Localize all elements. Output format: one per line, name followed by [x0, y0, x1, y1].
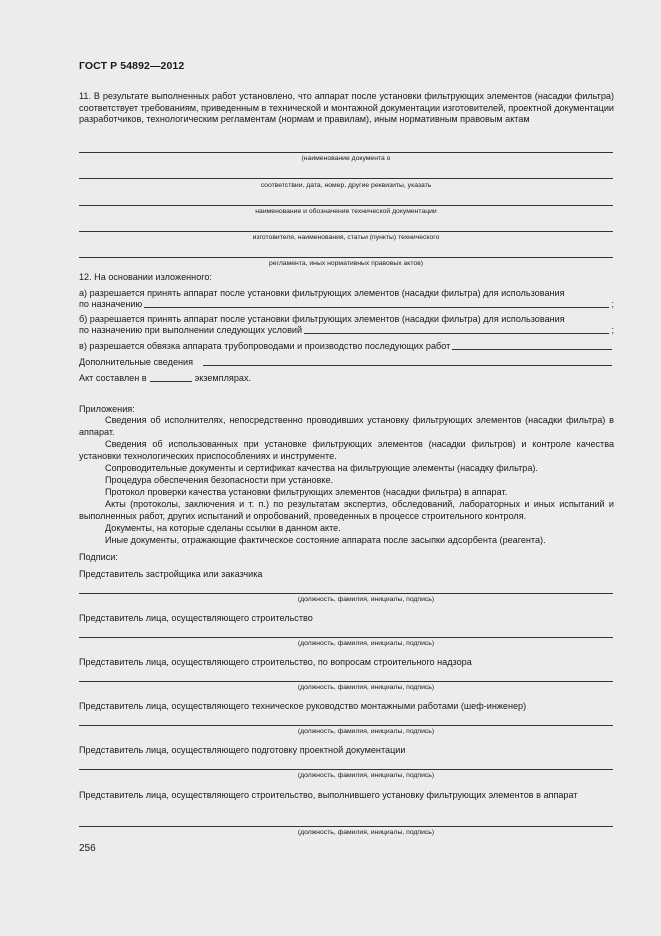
fill-line: [144, 307, 609, 308]
standard-header: ГОСТ Р 54892—2012: [79, 60, 185, 72]
item12-a-line2: по назначению: [79, 299, 143, 309]
appendix-item: Сведения об исполнителях, непосредственно проводивших установку фильтрующих элементов (насадки фильтра) в аппарат.: [79, 415, 614, 437]
signature-line: [79, 725, 613, 726]
item12-v-row: [79, 341, 614, 352]
item12-b-line1: б) разрешается принять аппарат после установки фильтрующих элементов (насадки фильтра) для использования: [79, 314, 565, 324]
appendix-item: Сведения об использованных при установке фильтрующих элементов (насадки фильтров) и контроле качества установки технологических приспособлениях и инструменте.: [79, 439, 614, 461]
signature-caption: (должность, фамилия, инициалы, подпись): [297, 684, 435, 691]
signature-caption: (должность, фамилия, инициалы, подпись): [297, 596, 435, 603]
signature-role: Представитель лица, осуществляющего строительство, выполнившего установку фильтрующих элементов в аппарат: [79, 790, 578, 800]
fill-line: [150, 381, 192, 382]
fill-line: [79, 257, 613, 258]
appendix-item: Сопроводительные документы и сертификат качества на фильтрующие элементы (насадку фильтра).: [105, 463, 538, 473]
appendix-item: Иные документы, отражающие фактическое состояние аппарата после засыпки адсорбента (реагента).: [105, 535, 546, 545]
item12-a-row: [79, 299, 614, 310]
appendix-item: Документы, на которые сделаны ссылки в данном акте.: [105, 523, 341, 533]
fill-line: [304, 333, 609, 334]
fill-line: [203, 365, 612, 366]
appendix-title: Приложения:: [79, 404, 135, 414]
appendix-item: Процедура обеспечения безопасности при установке.: [105, 475, 334, 485]
item12-b-line2: по назначению при выполнении следующих условий: [79, 325, 303, 335]
copies-prefix: Акт составлен в: [79, 373, 147, 383]
signature-line: [79, 593, 613, 594]
signature-line: [79, 826, 613, 827]
fill-line: [79, 178, 613, 179]
signature-role: Представитель лица, осуществляющего техническое руководство монтажными работами (шеф-инженер): [79, 701, 527, 711]
appendix-item: Акты (протоколы, заключения и т. п.) по результатам экспертиз, обследований, лабораторных и иных испытаний и выполненных работ, других испытаний и опробований, проведенных в процессе строительного контроля.: [79, 499, 614, 521]
signature-caption: (должность, фамилия, инициалы, подпись): [297, 640, 435, 647]
appendix-item: Протокол проверки качества установки фильтрующих элементов (насадки фильтра) в аппарат.: [105, 487, 508, 497]
signature-line: [79, 769, 613, 770]
signature-role: Представитель лица, осуществляющего подготовку проектной документации: [79, 745, 406, 755]
copies-row: [79, 373, 614, 384]
fill-line: [79, 231, 613, 232]
signature-caption: (должность, фамилия, инициалы, подпись): [297, 728, 435, 735]
end-mark: ;: [611, 299, 614, 309]
signature-caption: (должность, фамилия, инициалы, подпись): [297, 829, 435, 836]
fill-line: [79, 152, 613, 153]
signature-line: [79, 637, 613, 638]
end-mark: ;: [611, 325, 614, 335]
signature-role: Представитель лица, осуществляющего строительство: [79, 613, 313, 623]
fill-line: [452, 349, 612, 350]
additional-info-label: Дополнительные сведения: [79, 357, 194, 367]
fill-line: [79, 205, 613, 206]
item12-b-row: [79, 325, 614, 336]
field-caption: изготовителя, наименования, статьи (пункты) технического: [252, 234, 440, 241]
copies-suffix: экземплярах.: [194, 373, 252, 383]
field-caption: (наименование документа о: [301, 155, 391, 162]
field-caption: соответствии, дата, номер, другие реквизиты, указать: [260, 182, 432, 189]
item12-a-line1: а) разрешается принять аппарат после установки фильтрующих элементов (насадки фильтра) для использования: [79, 288, 565, 298]
page-number: 256: [79, 843, 96, 854]
signatures-title: Подписи:: [79, 552, 118, 562]
signature-role: Представитель лица, осуществляющего строительство, по вопросам строительного надзора: [79, 657, 472, 667]
additional-info-row: [79, 357, 614, 368]
signature-role: Представитель застройщика или заказчика: [79, 569, 263, 579]
item12-title: 12. На основании изложенного:: [79, 272, 212, 282]
item12-v-line: в) разрешается обвязка аппарата трубопроводами и производство последующих работ: [79, 341, 451, 351]
item11-text: 11. В результате выполненных работ установлено, что аппарат после установки фильтрующих элементов (насадки фильтра) соответствует требованиям, приведенным в технической и монтажной документации изготовителей, проектной документации разработчиков, технологическим регламентам (нормам и правилам), иным нормативным правовым актам: [79, 91, 614, 124]
field-caption: регламента, иных нормативных правовых актов): [268, 260, 424, 267]
field-caption: наименование и обозначение технической документации: [255, 208, 437, 215]
signature-caption: (должность, фамилия, инициалы, подпись): [297, 772, 435, 779]
signature-line: [79, 681, 613, 682]
